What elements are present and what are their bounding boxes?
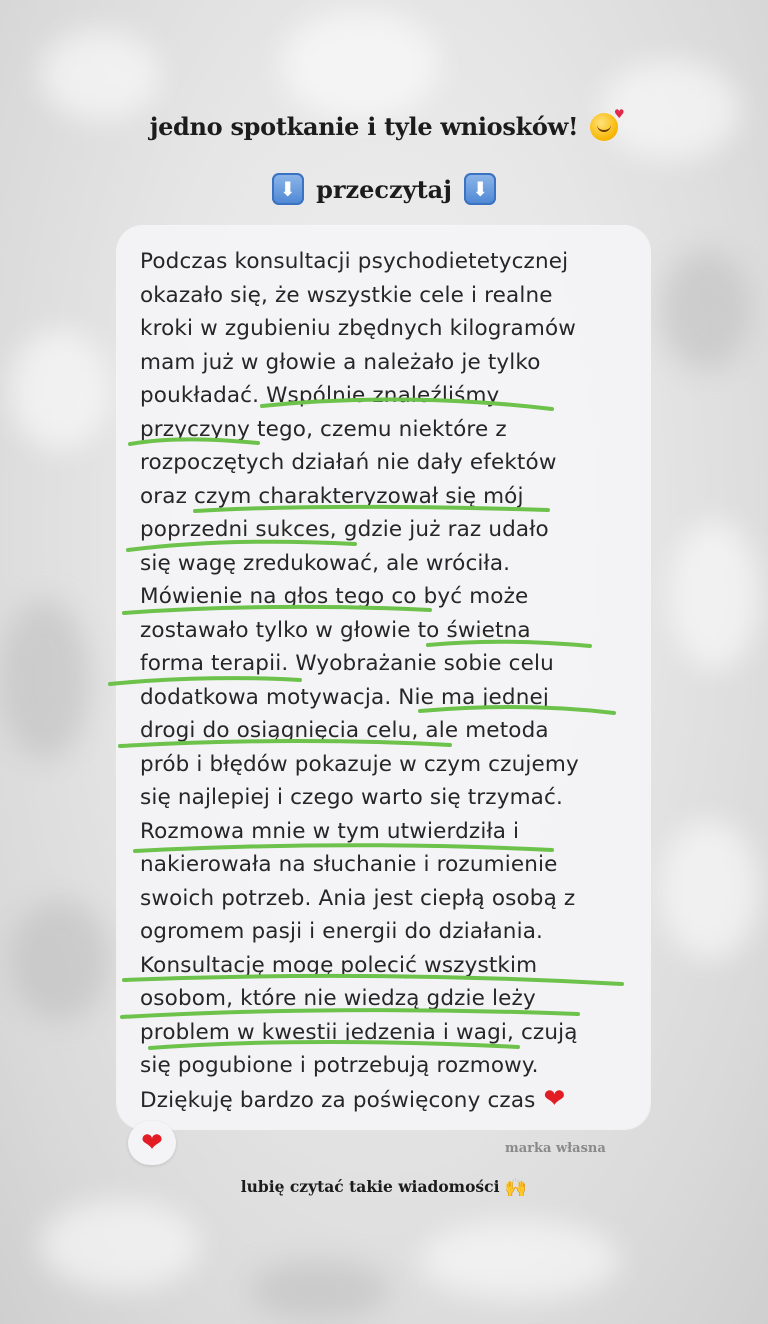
message-line-text: kroki w zgubieniu zbędnych kilogramów [140,316,577,341]
message-line-text: nakierowała na słuchanie i rozumienie [140,852,558,877]
down-arrow-icon: ⬇ [464,173,496,205]
message-line-text: się najlepiej i czego warto się trzymać. [140,785,563,810]
message-line-text: poprzedni sukces, gdzie już raz udało [140,517,549,542]
message-line [140,781,640,815]
message-text [140,245,640,1116]
raising-hands-icon: 🙌 [504,1177,528,1199]
message-line-text: przyczyny tego, czemu niektóre z [140,416,507,442]
message-line [140,915,640,949]
message-line-text: dodatkowa motywacja. Nie ma jednej [140,684,549,710]
message-line-text: Dziękuję bardzo za poświęcony czas [140,1087,536,1113]
message-line [140,580,640,614]
message-line-text: Rozmowa mnie w tym utwierdziła i [140,818,520,844]
subtitle-text: przeczytaj [316,175,452,204]
message-line-text: drogi do osiągnięcia celu, ale metoda [140,718,549,743]
message-line-text: problem w kwestii jedzenia i wagi, czują [140,1019,578,1045]
message-line [140,848,640,882]
message-line-text: swoich potrzeb. Ania jest ciepłą osobą z [140,885,576,911]
down-arrow-icon: ⬇ [272,173,304,205]
caption-text: lubię czytać takie wiadomości [240,1177,500,1196]
brand-label: marka własna [505,1141,606,1156]
message-line [140,413,640,447]
message-line [140,480,640,514]
message-line [140,279,640,313]
message-line-text: Mówienie na głos tego co być może [140,584,529,609]
message-line [140,681,640,715]
message-line [140,1016,640,1050]
message-line [140,513,640,547]
message-line [140,312,640,346]
message-line-text: się wagę zredukować, ale wróciła. [140,550,511,576]
message-line-text: oraz czym charakteryzował się mój [140,483,524,509]
message-line [140,748,640,782]
red-heart-icon: ❤ [141,1128,163,1158]
message-line-text: mam już w głowie a należało je tylko [140,349,541,375]
red-heart-icon: ❤ [543,1083,566,1114]
message-line-text: forma terapii. Wyobrażanie sobie celu [140,651,554,676]
message-line [140,245,640,279]
message-line [140,815,640,849]
message-line-text: poukładać. Wspólnie znaleźliśmy [140,383,500,408]
story-caption [0,1177,768,1199]
message-line [140,547,640,581]
story-title [0,112,768,143]
message-line [140,379,640,413]
title-text: jedno spotkanie i tyle wniosków! [149,112,579,141]
message-line-text: się pogubione i potrzebują rozmowy. [140,1053,539,1078]
message-line [140,882,640,916]
message-line-text: okazało się, że wszystkie cele i realne [140,282,553,308]
message-line-text: rozpoczętych działań nie dały efektów [140,450,557,475]
message-line [140,1049,640,1083]
message-line-text: zostawało tylko w głowie to świetna [140,617,531,643]
message-line [140,1083,640,1117]
message-line-text: Konsultację mogę polecić wszystkim [140,952,538,978]
message-line [140,982,640,1016]
message-line [140,714,640,748]
message-line [140,614,640,648]
message-line [140,446,640,480]
heart-reaction[interactable] [128,1121,176,1165]
message-line-text: prób i błędów pokazuje w czym czujemy [140,751,579,777]
message-line [140,647,640,681]
message-line-text: Podczas konsultacji psychodietetycznej [140,249,569,274]
story-subtitle [0,175,768,208]
message-line-text: osobom, które nie wiedzą gdzie leży [140,986,536,1011]
message-line [140,949,640,983]
message-line [140,346,640,380]
smiling-face-with-hearts-icon [590,113,618,141]
message-line-text: ogromem pasji i energii do działania. [140,919,544,944]
